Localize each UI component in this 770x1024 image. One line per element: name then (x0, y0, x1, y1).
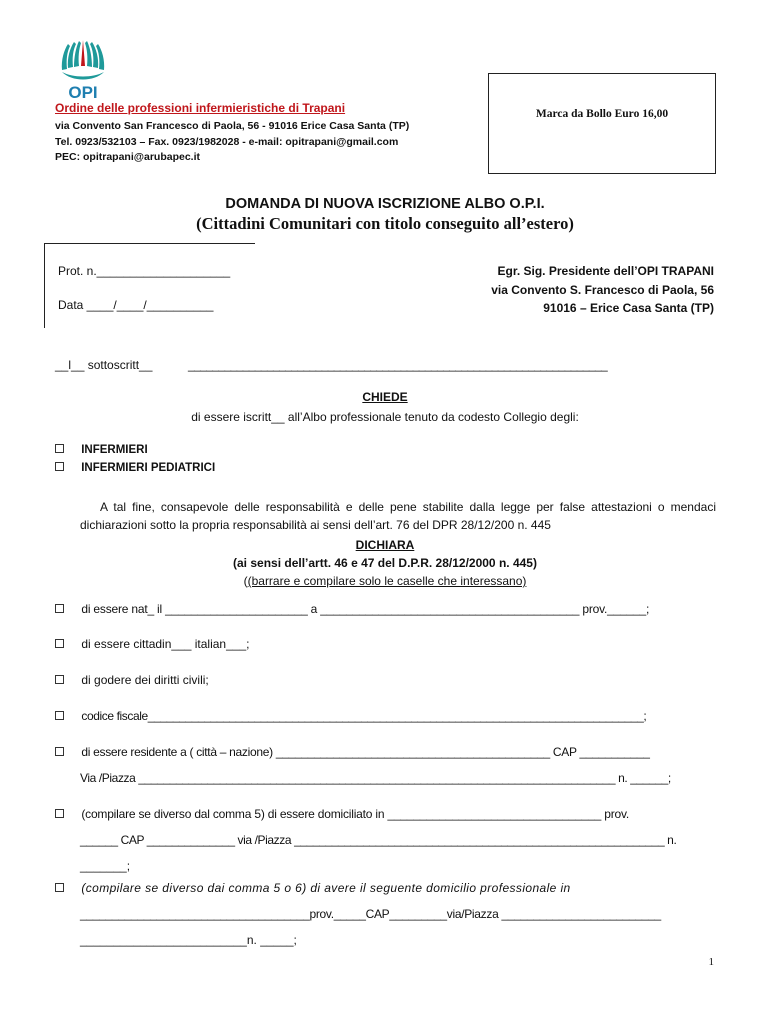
declaration-paragraph: A tal fine, consapevole delle responsabilità e delle pene stabilite dalla legge per false attestazioni o mendaci dichiarazioni sotto la propria responsabilità ai sensi dell’art. 76 del DPR 28/12/200 n. 445 (80, 500, 716, 532)
checkbox-icon[interactable] (55, 462, 64, 471)
option-infermieri-pediatrici[interactable] (55, 462, 215, 474)
item-professionale-text: (compilare se diverso dai comma 5 o 6) di avere il seguente domicilio professionale in (81, 881, 571, 895)
dichiara-heading: DICHIARA (355, 538, 415, 552)
item-codice-fiscale[interactable] (55, 709, 646, 723)
stamp-label: Marca da Bollo Euro 16,00 (535, 108, 669, 120)
iscrizione-text: di essere iscritt__ all’Albo professionale tenuto da codesto Collegio degli: (191, 410, 579, 424)
item-domicilio-professionale[interactable] (55, 881, 571, 895)
recipient-line-2: via Convento S. Francesco di Paola, 56 (491, 283, 714, 297)
item-professionale-fields[interactable]: ____________________________________prov._____CAP_________via/Piazza _________________________ (80, 907, 661, 921)
logo-text: OPI (68, 83, 98, 100)
org-name: Ordine delle professioni infermieristiche di Trapani (55, 101, 346, 115)
opi-logo (58, 36, 108, 100)
org-pec: PEC: opitrapani@arubapec.it (55, 151, 201, 163)
checkbox-icon[interactable] (55, 711, 64, 720)
item-domicilio-text: (compilare se diverso dal comma 5) di essere domiciliato in _________________________________ prov. (81, 807, 630, 821)
page-number: 1 (708, 956, 714, 968)
document-subtitle: (Cittadini Comunitari con titolo conseguito all’estero) (196, 214, 574, 233)
hands-icon (62, 40, 104, 80)
item-nascita[interactable] (55, 602, 649, 616)
chiede-heading: CHIEDE (362, 390, 408, 404)
recipient-line-1: Egr. Sig. Presidente dell’OPI TRAPANI (497, 264, 714, 278)
dichiara-reference: (ai sensi dell’artt. 46 e 47 del D.P.R. 28/12/2000 n. 445) (233, 556, 537, 570)
option-infermieri-label: INFERMIERI (81, 444, 148, 456)
item-codice-text: codice fiscale_______________________________________________________________________________; (81, 709, 647, 723)
item-cittadinanza-text: di essere cittadin___ italian___; (81, 637, 250, 651)
item-domicilio-end[interactable]: _______; (80, 859, 131, 873)
item-residenza-via[interactable]: Via /Piazza ____________________________________________________________________________ n. ______; (80, 771, 671, 785)
dichiara-instructions: ((barrare e compilare solo le caselle che interessano) (243, 574, 527, 588)
item-cittadinanza[interactable] (55, 637, 249, 651)
checkbox-icon[interactable] (55, 883, 64, 892)
sottoscritto-field[interactable]: _____________________________________________________________________ (188, 358, 608, 372)
item-nascita-text: di essere nat_ il ______________________ a ________________________________________ prov.______; (81, 602, 650, 616)
org-contacts: Tel. 0923/532103 – Fax. 0923/1982028 - e-mail: opitrapani@gmail.com (55, 136, 399, 148)
sottoscritto-label: __l__ sottoscritt__ (55, 358, 153, 372)
checkbox-icon[interactable] (55, 604, 64, 613)
item-domicilio[interactable] (55, 807, 629, 821)
protocol-date-field[interactable]: Data ____/____/__________ (58, 298, 214, 312)
item-professionale-end[interactable]: _________________________n. _____; (80, 933, 297, 947)
item-residenza[interactable] (55, 745, 650, 759)
checkbox-icon[interactable] (55, 639, 64, 648)
stamp-box (488, 73, 716, 174)
instructions-text: (barrare e compilare solo le caselle che interessano) (247, 574, 527, 588)
org-address: via Convento San Francesco di Paola, 56 - 91016 Erice Casa Santa (TP) (55, 120, 410, 132)
protocol-number-field[interactable]: Prot. n.____________________ (58, 264, 231, 278)
document-title: DOMANDA DI NUOVA ISCRIZIONE ALBO O.P.I. (225, 196, 545, 212)
item-diritti[interactable] (55, 673, 209, 687)
checkbox-icon[interactable] (55, 747, 64, 756)
recipient-line-3: 91016 – Erice Casa Santa (TP) (543, 301, 714, 315)
item-domicilio-cap[interactable]: ______ CAP ______________ via /Piazza ___________________________________________________________ n. (80, 833, 677, 847)
checkbox-icon[interactable] (55, 809, 64, 818)
option-infermieri[interactable] (55, 444, 148, 456)
checkbox-icon[interactable] (55, 444, 64, 453)
option-pediatrici-label: INFERMIERI PEDIATRICI (81, 462, 216, 474)
checkbox-icon[interactable] (55, 675, 64, 684)
item-diritti-text: di godere dei diritti civili; (81, 673, 209, 687)
protocol-box (44, 243, 255, 328)
item-residenza-text: di essere residente a ( città – nazione) ___________________________________________ CAP ___________ (81, 745, 650, 759)
